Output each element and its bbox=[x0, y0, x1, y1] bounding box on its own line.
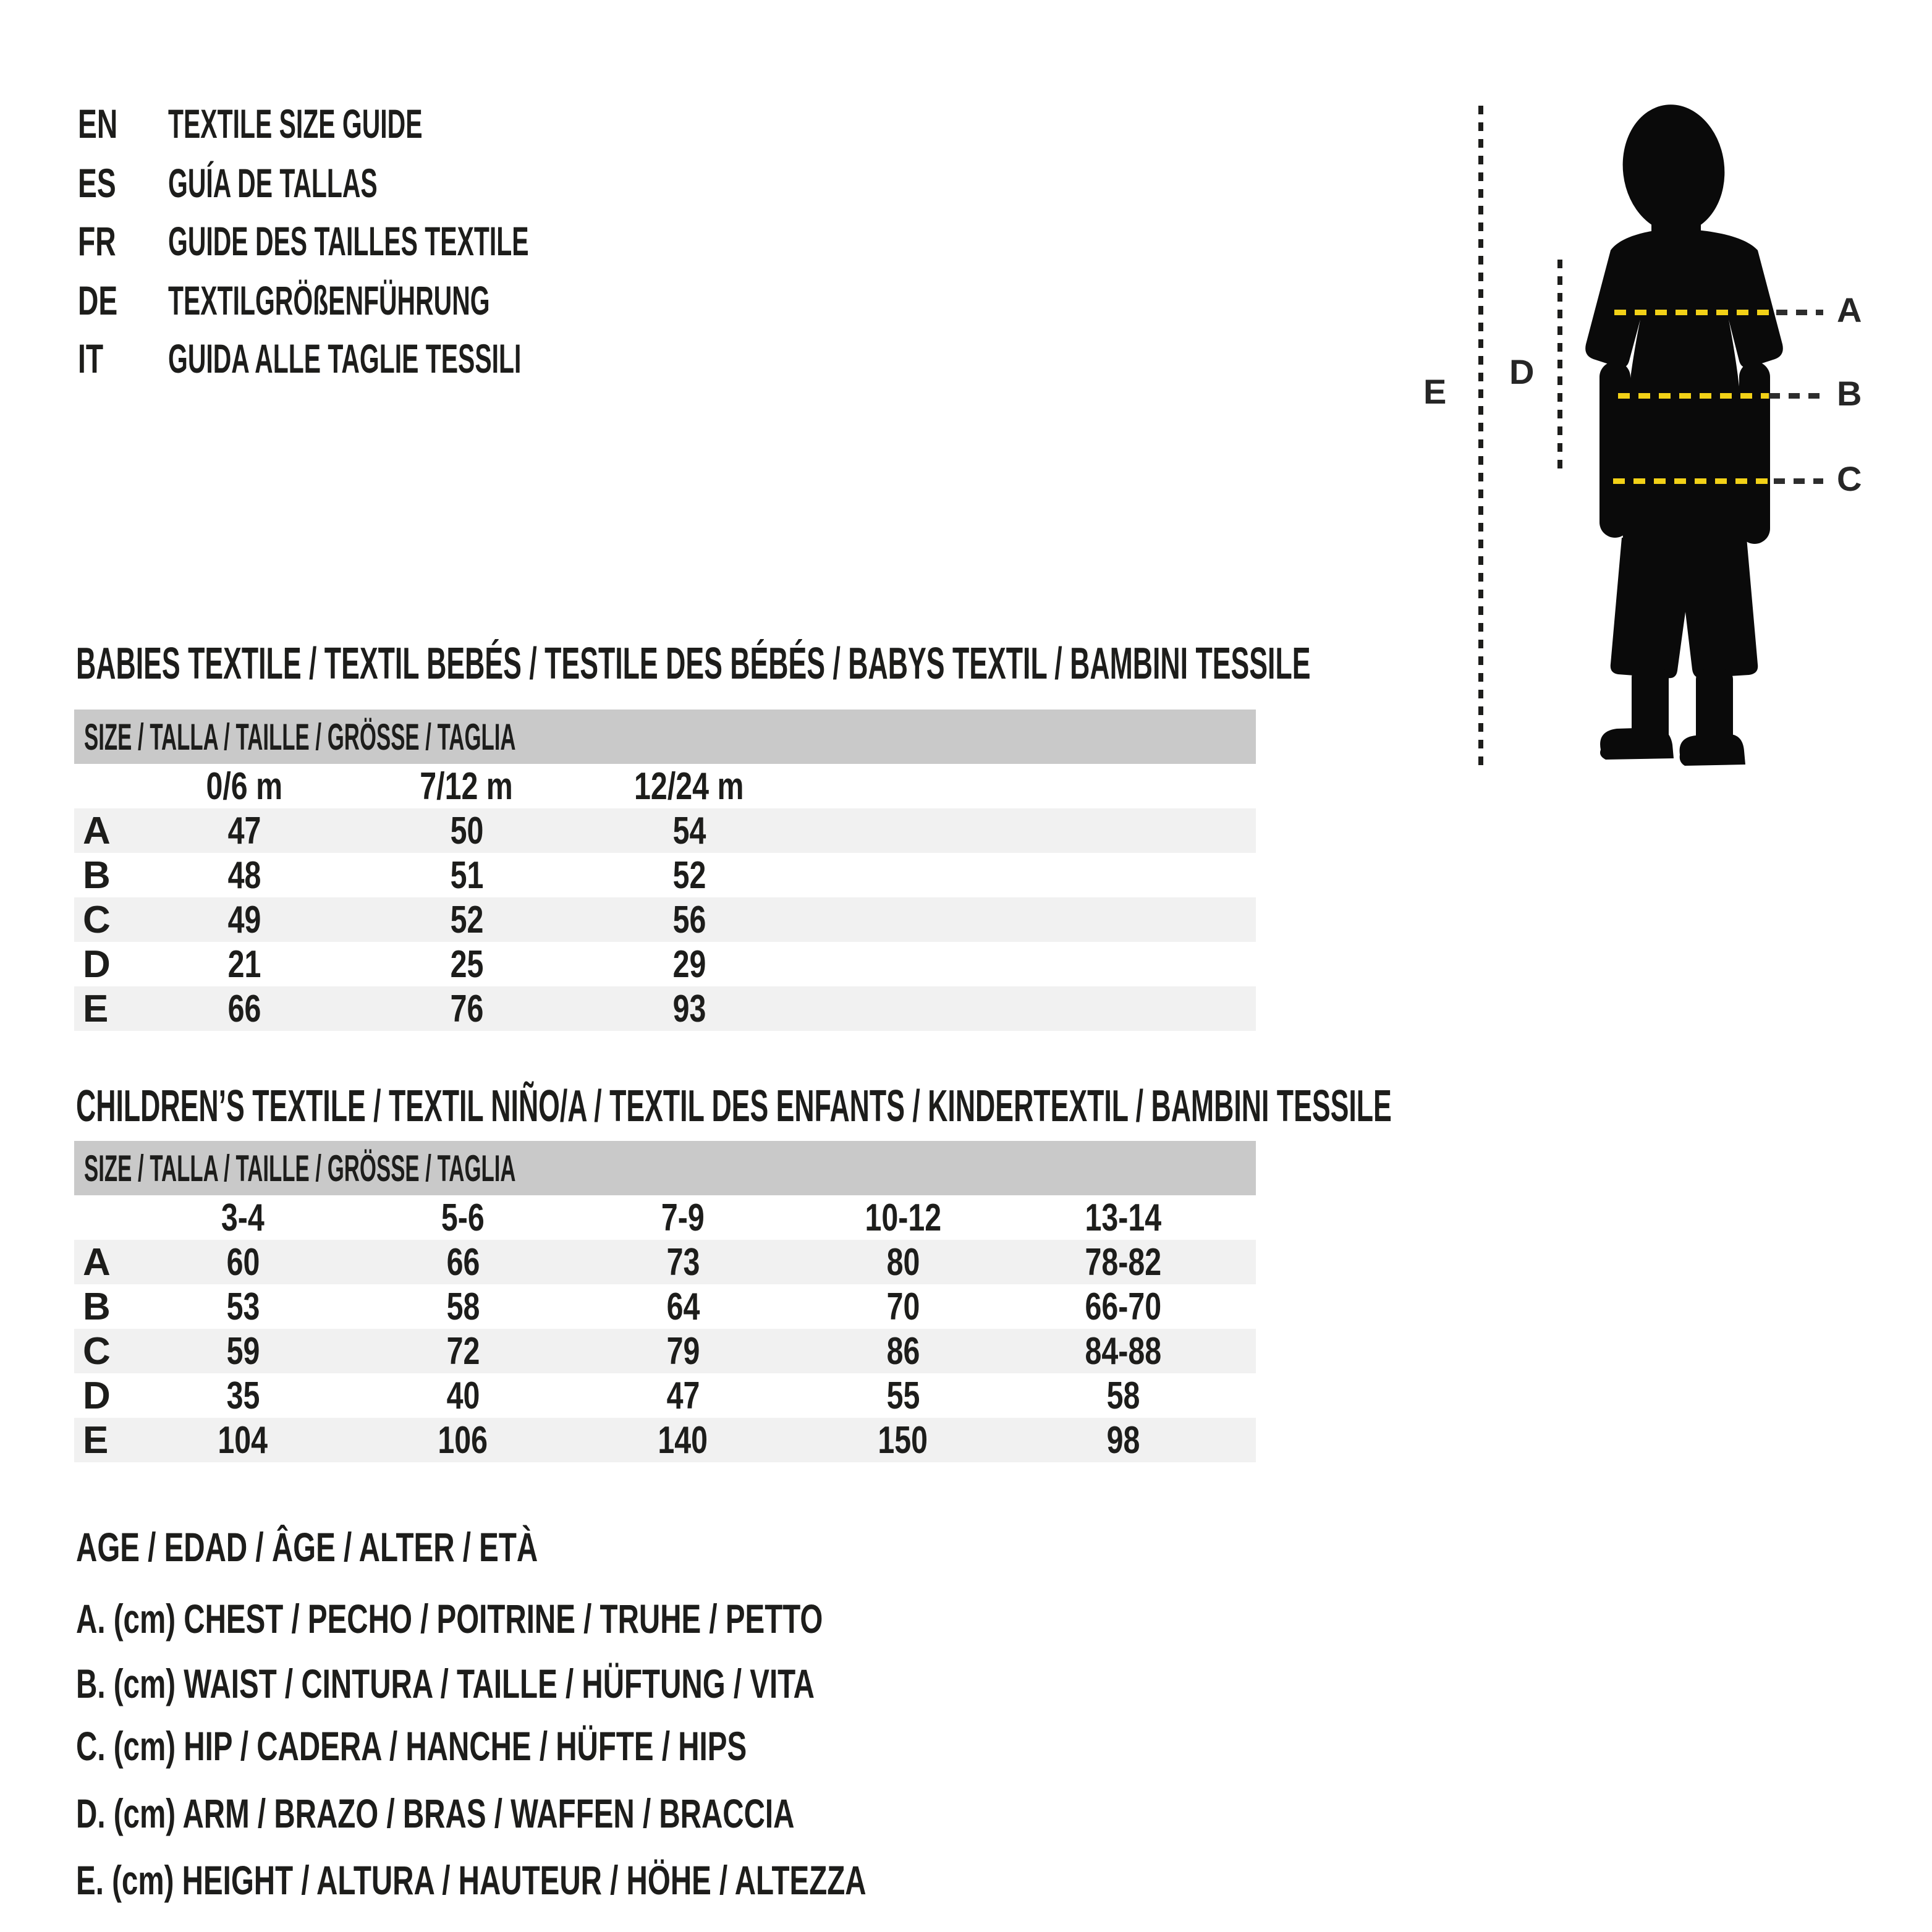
hip-line-dark bbox=[1774, 478, 1823, 484]
cell-value: 72 bbox=[446, 1329, 480, 1373]
cell-value: 59 bbox=[226, 1329, 260, 1373]
children-section-heading: CHILDREN’S TEXTILE / TEXTIL NIÑO/A / TEXTIL DES ENFANTS / KINDERTEXTIL / BAMBINI TESSILE bbox=[76, 1082, 1392, 1131]
cell-value: 48 bbox=[227, 854, 261, 897]
cell-value: 25 bbox=[450, 943, 483, 986]
guide-title-en: TEXTILE SIZE GUIDE bbox=[168, 101, 423, 146]
row-label: D bbox=[83, 1374, 111, 1417]
row-label: E bbox=[83, 987, 109, 1030]
column-header: 13-14 bbox=[1085, 1196, 1161, 1239]
cell-value: 49 bbox=[227, 898, 261, 941]
table-row bbox=[74, 1373, 1256, 1418]
table-row bbox=[74, 986, 1256, 1031]
cell-value: 79 bbox=[666, 1329, 700, 1373]
cell-value: 80 bbox=[886, 1240, 920, 1284]
cell-value: 35 bbox=[226, 1374, 260, 1417]
figure-chest-label: A bbox=[1837, 290, 1862, 329]
figure-waist-label: B bbox=[1837, 374, 1862, 413]
cell-value: 47 bbox=[227, 809, 261, 852]
cell-value: 56 bbox=[672, 898, 706, 941]
language-row-es bbox=[78, 161, 506, 205]
cell-value: 64 bbox=[666, 1285, 700, 1328]
cell-value: 150 bbox=[878, 1418, 928, 1462]
babies-section-heading: BABIES TEXTILE / TEXTIL BEBÉS / TESTILE DES BÉBÉS / BABYS TEXTIL / BAMBINI TESSILE bbox=[76, 639, 1311, 688]
language-row-it bbox=[78, 336, 738, 381]
table-row bbox=[74, 897, 1256, 942]
cell-value: 66 bbox=[227, 987, 261, 1030]
chest-line-yellow bbox=[1614, 310, 1776, 315]
figure-hip-label: C bbox=[1837, 459, 1862, 498]
hip-line-yellow bbox=[1613, 478, 1774, 484]
babies-column-headers bbox=[74, 764, 1256, 808]
waist-line-dark bbox=[1769, 393, 1823, 399]
language-code: ES bbox=[78, 160, 116, 206]
column-header: 5-6 bbox=[441, 1196, 485, 1239]
cell-value: 73 bbox=[666, 1240, 700, 1284]
cell-value: 50 bbox=[450, 809, 483, 852]
cell-value: 78-82 bbox=[1085, 1240, 1161, 1284]
table-row bbox=[74, 1418, 1256, 1462]
table-row bbox=[74, 853, 1256, 897]
guide-title-es: GUÍA DE TALLAS bbox=[168, 160, 378, 206]
legend-height: E. (cm) HEIGHT / ALTURA / HAUTEUR / HÖHE / ALTEZZA bbox=[76, 1857, 866, 1903]
table-row bbox=[74, 1329, 1256, 1373]
cell-value: 29 bbox=[672, 943, 706, 986]
cell-value: 86 bbox=[886, 1329, 920, 1373]
cell-value: 66 bbox=[446, 1240, 480, 1284]
cell-value: 140 bbox=[658, 1418, 708, 1462]
legend-hip: C. (cm) HIP / CADERA / HANCHE / HÜFTE / HIPS bbox=[76, 1723, 747, 1769]
cell-value: 58 bbox=[446, 1285, 480, 1328]
language-code: FR bbox=[78, 218, 116, 264]
language-code: DE bbox=[78, 278, 118, 323]
column-header: 0/6 m bbox=[206, 765, 282, 808]
row-label: A bbox=[83, 1240, 111, 1284]
cell-value: 54 bbox=[672, 809, 706, 852]
cell-value: 55 bbox=[886, 1374, 920, 1417]
arm-measure-line bbox=[1557, 260, 1562, 470]
column-header: 3-4 bbox=[221, 1196, 265, 1239]
cell-value: 76 bbox=[450, 987, 483, 1030]
legend-age: AGE / EDAD / ÂGE / ALTER / ETÀ bbox=[76, 1524, 538, 1570]
row-label: B bbox=[83, 1285, 111, 1328]
row-label: C bbox=[83, 898, 111, 941]
children-size-table bbox=[74, 1141, 1256, 1462]
chest-line-dark bbox=[1776, 310, 1823, 315]
cell-value: 70 bbox=[886, 1285, 920, 1328]
row-label: B bbox=[83, 854, 111, 897]
row-label: E bbox=[83, 1418, 109, 1462]
cell-value: 52 bbox=[672, 854, 706, 897]
cell-value: 106 bbox=[438, 1418, 488, 1462]
children-column-headers bbox=[74, 1195, 1256, 1240]
language-code: EN bbox=[78, 101, 118, 146]
language-row-de bbox=[78, 278, 687, 323]
cell-value: 84-88 bbox=[1085, 1329, 1161, 1373]
column-header: 10-12 bbox=[865, 1196, 941, 1239]
language-code: IT bbox=[78, 336, 104, 381]
legend-arm: D. (cm) ARM / BRAZO / BRAS / WAFFEN / BRACCIA bbox=[76, 1790, 795, 1836]
figure-arm-label: D bbox=[1509, 352, 1535, 391]
figure-height-label: E bbox=[1423, 372, 1447, 411]
cell-value: 93 bbox=[672, 987, 706, 1030]
language-row-fr bbox=[78, 219, 750, 263]
waist-line-yellow bbox=[1618, 393, 1769, 399]
table-row bbox=[74, 1284, 1256, 1329]
guide-title-de: TEXTILGRÖßENFÜHRUNG bbox=[168, 278, 490, 323]
cell-value: 47 bbox=[666, 1374, 700, 1417]
table-row bbox=[74, 808, 1256, 853]
babies-table-header bbox=[74, 710, 1256, 764]
children-table-header bbox=[74, 1141, 1256, 1195]
table-row bbox=[74, 1240, 1256, 1284]
cell-value: 60 bbox=[226, 1240, 260, 1284]
cell-value: 58 bbox=[1106, 1374, 1140, 1417]
table-row bbox=[74, 942, 1256, 986]
language-row-en bbox=[78, 101, 578, 146]
cell-value: 21 bbox=[227, 943, 261, 986]
cell-value: 52 bbox=[450, 898, 483, 941]
guide-title-fr: GUIDE DES TAILLES TEXTILE bbox=[168, 218, 529, 264]
cell-value: 104 bbox=[218, 1418, 268, 1462]
size-header-label: SIZE / TALLA / TAILLE / GRÖSSE / TAGLIA bbox=[84, 716, 516, 758]
column-header: 7/12 m bbox=[420, 765, 514, 808]
cell-value: 53 bbox=[226, 1285, 260, 1328]
size-header-label: SIZE / TALLA / TAILLE / GRÖSSE / TAGLIA bbox=[84, 1147, 516, 1189]
row-label: D bbox=[83, 943, 111, 986]
column-header: 7-9 bbox=[661, 1196, 705, 1239]
cell-value: 66-70 bbox=[1085, 1285, 1161, 1328]
legend-waist: B. (cm) WAIST / CINTURA / TAILLE / HÜFTUNG / VITA bbox=[76, 1661, 815, 1706]
column-header: 12/24 m bbox=[634, 765, 744, 808]
row-label: A bbox=[83, 809, 111, 852]
legend-chest: A. (cm) CHEST / PECHO / POITRINE / TRUHE / PETTO bbox=[76, 1596, 823, 1642]
guide-title-it: GUIDA ALLE TAGLIE TESSILI bbox=[168, 336, 522, 381]
cell-value: 98 bbox=[1106, 1418, 1140, 1462]
babies-size-table bbox=[74, 710, 1256, 1031]
cell-value: 40 bbox=[446, 1374, 480, 1417]
row-label: C bbox=[83, 1329, 111, 1373]
cell-value: 51 bbox=[450, 854, 483, 897]
